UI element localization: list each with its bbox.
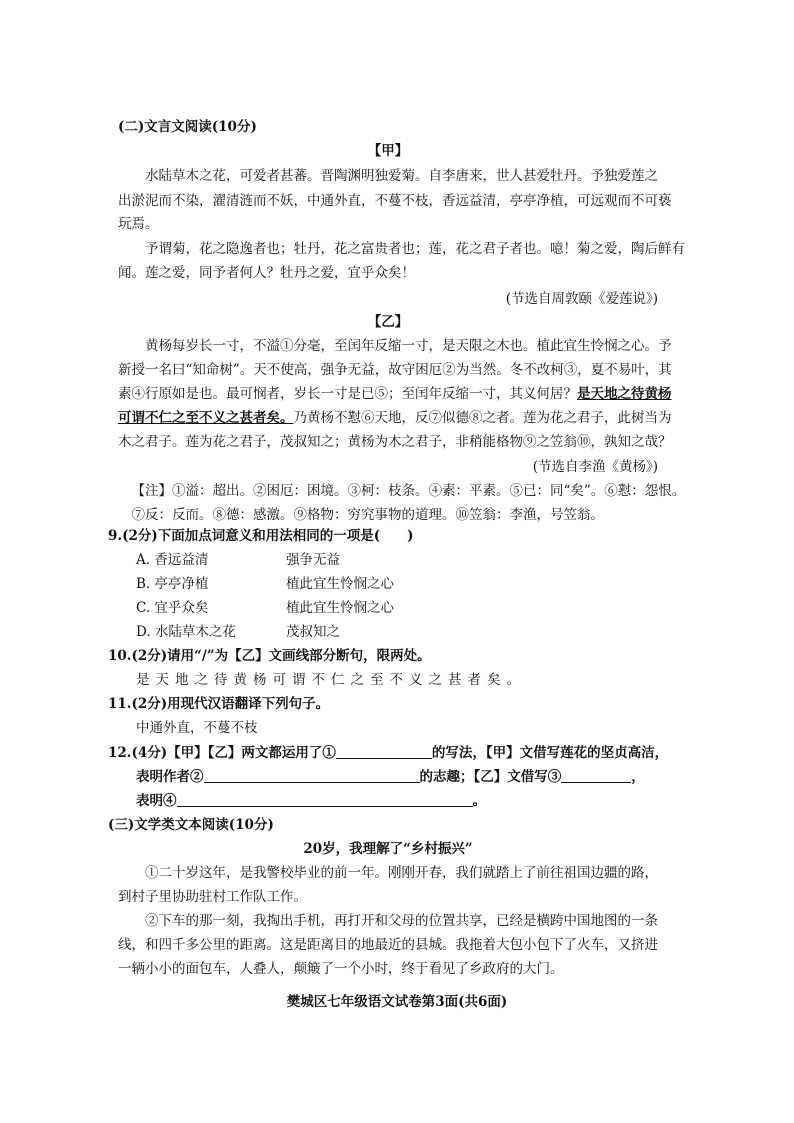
yi-line-2: 新授一名曰“知命树”。天不使高，强争无益，故守困厄②为当然。冬不改柯③，夏不易叶，其 [118, 362, 672, 378]
q12-part-2c: ， [631, 769, 645, 785]
q9-option-a-compare: 强争无益 [286, 552, 340, 568]
q9-stem: 9.(2分)下面加点词意义和用法相同的一项是( ) [108, 528, 414, 544]
q9-option-d: D. 水陆草木之花 [136, 624, 236, 640]
yi-line-4-rest: 乃黄杨不懟⑥天地，反⑦似德⑧之者。莲为花之君子，此树当为 [293, 410, 672, 426]
jia-source: (节选自周敦颐《爱莲说》) [505, 291, 658, 307]
jia-line-3: 玩焉。 [118, 216, 159, 232]
yi-line-3-text: 素④行原如是也。最可悯者，岁长一寸是已⑤；至闰年反缩一寸，其义何居？ [118, 386, 577, 402]
section3-title: 20岁，我理解了“乡村振兴” [303, 841, 473, 857]
q12-blank-1[interactable] [336, 744, 432, 759]
q12-line-1 [108, 744, 668, 762]
s3-line-5: 一辆小小的面包车，人叠人，颠簸了一个小时，终于看见了乡政府的大门。 [118, 961, 564, 977]
q12-part-3b: 。 [472, 793, 486, 809]
yi-line-4 [118, 409, 672, 427]
note-line-2: ⑦反：反而。⑧德：感激。⑨格物：穷究事物的道理。⑩笠翁：李渔，号笠翁。 [131, 507, 604, 523]
q12-blank-2[interactable] [204, 768, 420, 783]
jia-line-4: 予谓菊，花之隐逸者也；牡丹，花之富贵者也；莲，花之君子者也。噫！菊之爱，陶后鲜有 [145, 241, 685, 257]
s3-line-3: ②下车的那一刻，我掏出手机，再打开和父母的位置共享，已经是横跨中国地图的一条 [145, 913, 658, 929]
q11-text: 中通外直，不蔓不枝 [136, 720, 258, 736]
q10-stem: 10.(2分)请用“/”为【乙】文画线部分断句，限两处。 [108, 648, 431, 664]
q9-option-d-compare: 茂叔知之 [286, 624, 340, 640]
q9-option-a: A. 香远益清 [136, 552, 209, 568]
q9-option-c: C. 宜乎众矣 [136, 600, 209, 616]
q12-part-2a: 表明作者② [136, 769, 204, 785]
jia-line-1: 水陆草木之花，可爱者甚蕃。晋陶渊明独爱菊。自李唐来，世人甚爱牡丹。予独爱莲之 [145, 168, 658, 184]
q12-line-3 [136, 792, 676, 810]
yi-underlined-part-2: 可谓不仁之至不义之甚者矣。 [118, 410, 294, 426]
yi-line-5: 木之君子。莲为花之君子，茂叔知之；黄杨为木之君子，非稍能格物⑨之笠翁⑩，孰知之哉？ [118, 434, 672, 450]
q9-option-b-compare: 植此宜生怜悯之心 [286, 576, 394, 592]
yi-underlined-part-1: 是天地之待黄杨 [577, 386, 672, 402]
yi-source: (节选自李渔《黄杨》) [532, 459, 658, 475]
jia-title: 【甲】 [367, 143, 409, 159]
yi-line-1: 黄杨每岁长一寸，不溢①分毫，至闰年反缩一寸，是天限之木也。植此宜生怜悯之心。予 [145, 338, 672, 354]
q12-part-1a: 12.(4分)【甲】【乙】两文都运用了① [108, 745, 336, 761]
s3-line-1: ①二十岁这年，是我警校毕业的前一年。刚刚开春，我们就踏上了前往祖国边疆的路， [145, 865, 658, 881]
q11-stem: 11.(2分)用现代汉语翻译下列句子。 [108, 696, 330, 712]
yi-title: 【乙】 [367, 314, 409, 330]
section3-heading: (三)文学类文本阅读(10分) [108, 817, 274, 833]
yi-line-3 [118, 385, 672, 403]
note-line-1: 【注】①溢：超出。②困厄：困境。③柯：枝条。④素：平素。⑤已：同“矣”。⑥懟：怨恨。 [131, 483, 686, 499]
q9-option-b: B. 亭亭净植 [136, 576, 209, 592]
q10-text: 是天地之待黄杨可谓不仁之至不义之甚者矣。 [136, 672, 526, 688]
q12-part-2b: 的志趣；【乙】文借写③ [419, 769, 562, 785]
s3-line-2: 到村子里协助驻村工作队工作。 [118, 889, 307, 905]
jia-line-5: 闻。莲之爱，同予者何人？牡丹之爱，宜乎众矣！ [118, 265, 415, 281]
q12-blank-4[interactable] [177, 792, 473, 807]
section2-heading: (二)文言文阅读(10分) [118, 119, 257, 135]
q12-blank-3[interactable] [561, 768, 631, 783]
q9-option-c-compare: 植此宜生怜悯之心 [286, 600, 394, 616]
jia-line-2: 出淤泥而不染，濯清涟而不妖，中通外直，不蔓不枝，香远益清，亭亭净植，可远观而不可亵 [118, 193, 672, 209]
s3-line-4: 线，和四千多公里的距离。这是距离目的地最近的县城。我拖着大包小包下了火车，又挤进 [118, 937, 658, 953]
q12-part-3a: 表明④ [136, 793, 177, 809]
q12-line-2 [136, 768, 676, 786]
q12-part-1b: 的写法，【甲】文借写莲花的坚贞高洁， [431, 745, 669, 761]
page-footer: 樊城区七年级语文试卷第3面(共6面) [286, 994, 508, 1010]
